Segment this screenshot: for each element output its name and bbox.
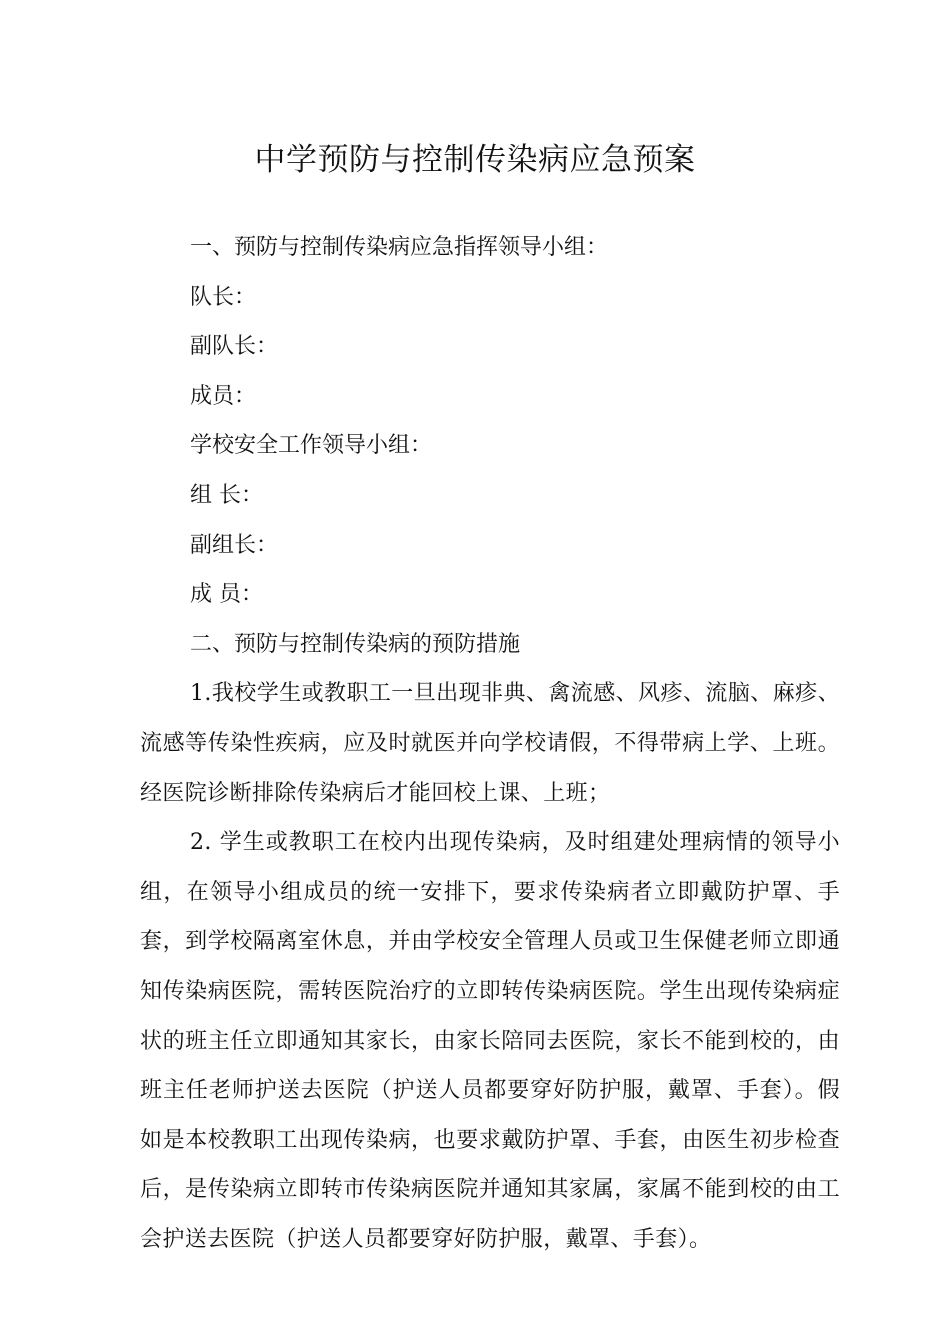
measure-paragraph-1: 1.我校学生或教职工一旦出现非典、禽流感、风疹、流脑、麻疹、流感等传染性疾病，应及时就医并向学校请假，不得带病上学、上班。经医院诊断排除传染病后才能回校上课、上班； [140,681,840,806]
deputy-leader-label: 副队长： [190,334,279,360]
document-title: 中学预防与控制传染病应急预案 [254,142,696,178]
group-members-label: 成 员： [190,582,263,608]
section-heading-2: 二、预防与控制传染病的预防措施 [190,631,521,657]
leader-label: 队长： [190,284,257,310]
section-heading-1: 一、预防与控制传染病应急指挥领导小组： [190,235,609,260]
document-body [140,223,840,1264]
safety-group-label: 学校安全工作领导小组： [190,433,433,459]
deputy-group-leader-label: 副组长： [190,532,279,558]
members-label: 成员： [190,383,257,409]
group-leader-label: 组 长： [190,482,263,508]
measure-paragraph-2: 2. 学生或教职工在校内出现传染病，及时组建处理病情的领导小组，在领导小组成员的统一安排下，要求传染病者立即戴防护罩、手套，到学校隔离室休息，并由学校安全管理人员或卫生保健老师立即通知传染病医院，需转医院治疗的立即转传染病医院。学生出现传染病症状的班主任立即通知其家长，由家长陪同去医院，家长不能到校的，由班主任老师护送去医院（护送人员都要穿好防护服，戴罩、手套）。假如是本校教职工出现传染病，也要求戴防护罩、手套，由医生初步检查后，是传染病立即转市传染病医院并通知其家属，家属不能到校的由工会护送去医院（护送人员都要穿好防护服，戴罩、手套）。 [140,830,840,1252]
